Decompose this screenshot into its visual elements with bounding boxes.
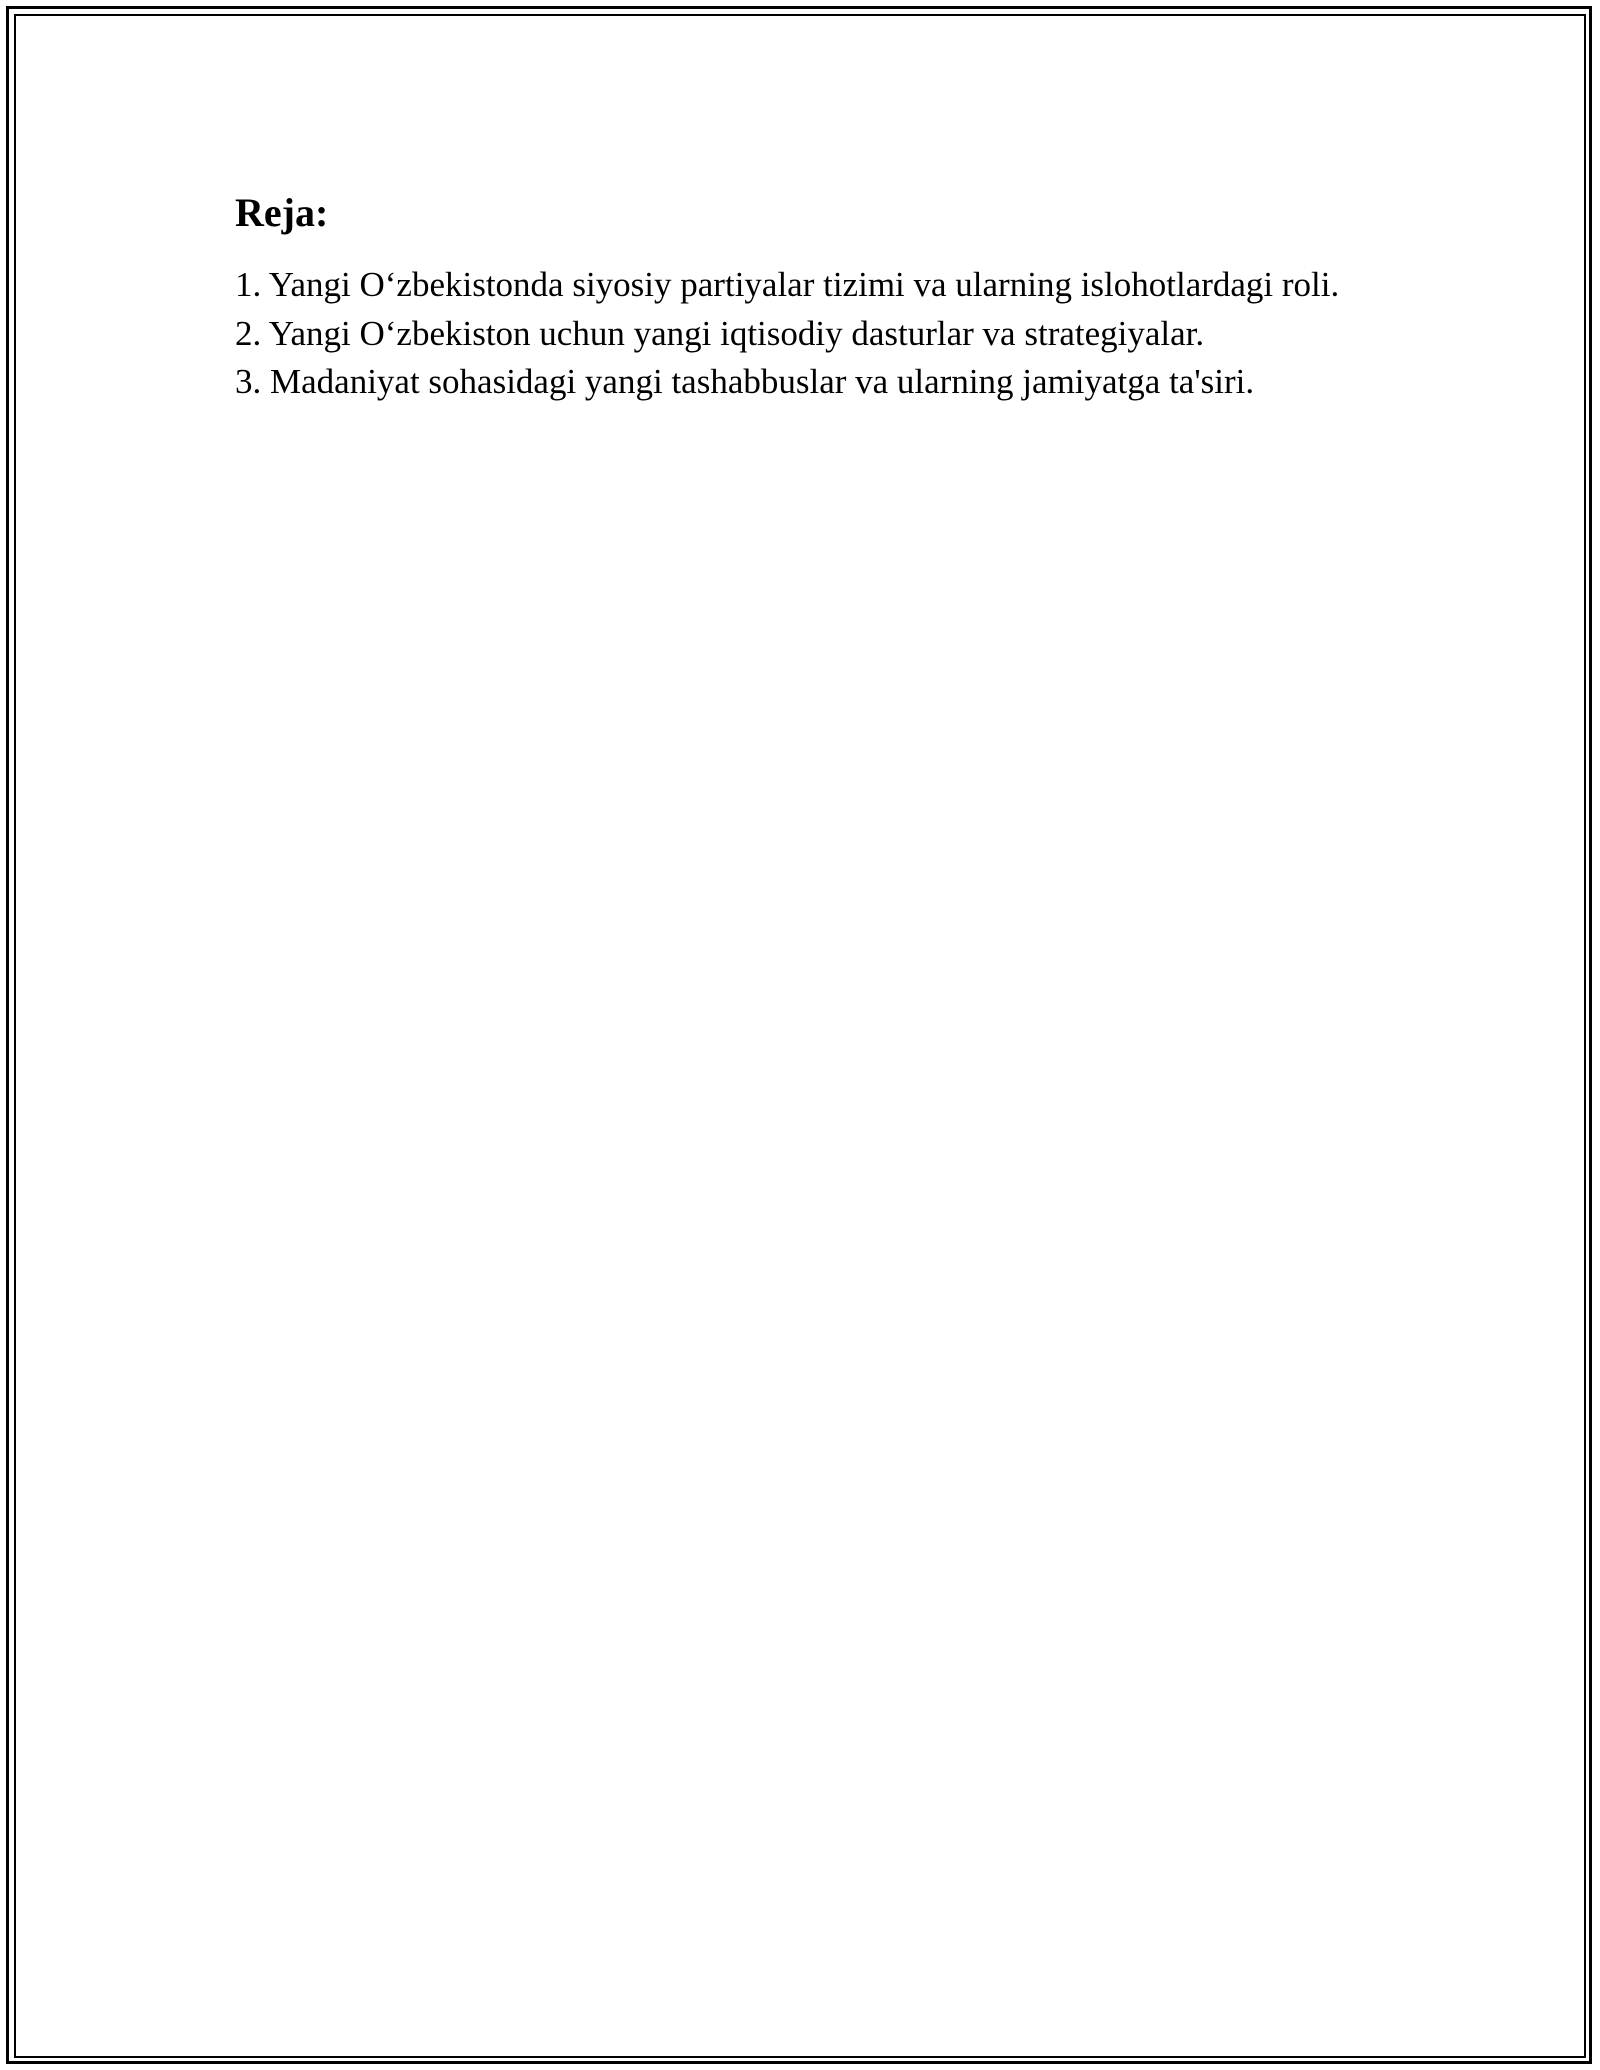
plan-list [235,261,1355,407]
document-content [235,185,1355,407]
plan-heading: Reja: [235,190,329,235]
plan-item-3: 3. Madaniyat sohasidagi yangi tashabbuslar va ularning jamiyatga ta'siri. [235,362,1255,401]
plan-item-1: 1. Yangi O‘zbekistonda siyosiy partiyalar tizimi va ularning islohotlardagi roli. [235,265,1340,304]
plan-item-2: 2. Yangi O‘zbekiston uchun yangi iqtisodiy dasturlar va strategiyalar. [235,313,1205,353]
